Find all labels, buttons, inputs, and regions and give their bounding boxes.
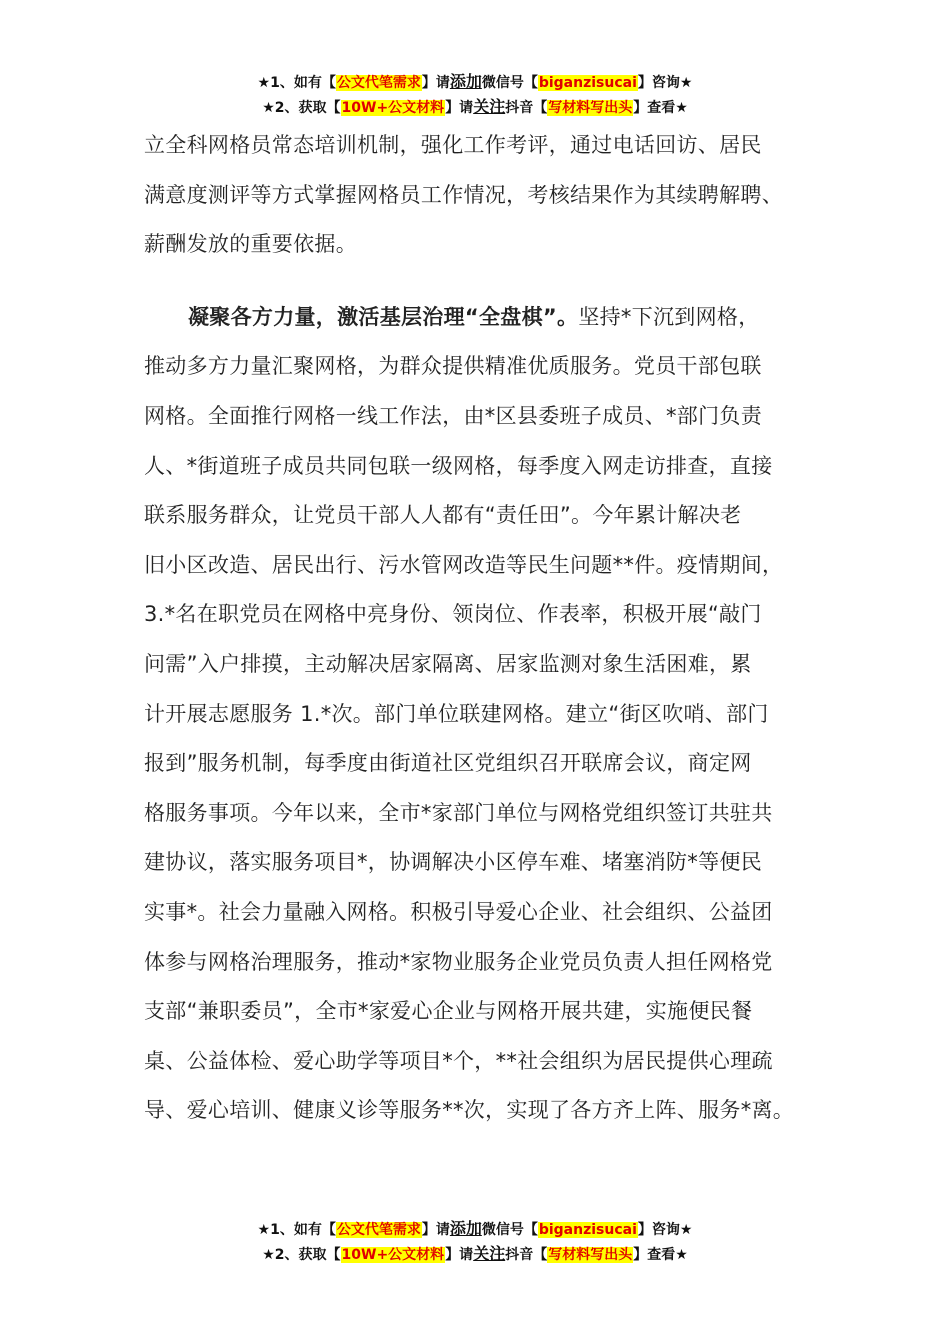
text-line: 推动多方力量汇聚网格，为群众提供精准优质服务。党员干部包联 [144,354,762,379]
footer-ad-2-highlight-douyin: 写材料写出头 [548,1247,633,1263]
paragraph-spacer [144,270,820,293]
header-ad-2-mid2: 抖音【 [505,100,548,116]
text-line: 立全科网格员常态培训机制，强化工作考评，通过电话回访、居民 [144,133,762,157]
header-ad-line-2 [0,95,950,120]
text-line: 3.*名在职党员在网格中亮身份、领岗位、作表率，积极开展“敲门 [144,602,762,627]
footer-ad-1-suffix: 】咨询★ [637,1222,693,1238]
header-ad-2-suffix: 】查看★ [633,100,688,116]
paragraph-lead-heading: 凝聚各方力量，激活基层治理“全盘棋”。 [188,304,579,329]
header-ad-line-1 [0,70,950,95]
document-body [144,121,820,1136]
footer-ad-2-mid2: 抖音【 [505,1247,548,1263]
footer-ad-2-highlight-materials: 10W+公文材料 [341,1247,445,1263]
header-ad-2-underlined: 关注 [473,97,506,116]
header-ad [0,70,950,120]
footer-ad-1-prefix: ★1、如有【 [257,1222,336,1238]
text-line: 支部“兼职委员”，全市*家爱心企业与网格开展共建，实施便民餐 [144,999,753,1024]
text-line: 人、*街道班子成员共同包联一级网格，每季度入网走访排查，直接 [144,453,773,478]
footer-ad-2-underlined: 关注 [473,1244,506,1263]
text-line: 薪酬发放的重要依据。 [144,232,357,257]
header-ad-2-prefix: ★2、获取【 [262,100,341,116]
header-ad-1-underlined: 添加 [449,72,482,91]
header-ad-1-highlight-service: 公文代笔需求 [336,75,421,91]
text-line [144,293,820,343]
header-ad-2-highlight-materials: 10W+公文材料 [341,100,445,116]
footer-ad-1-highlight-wechat: biganzisucai [538,1222,637,1238]
text-line: 联系服务群众，让党员干部人人都有“责任田”。今年累计解决老 [144,503,742,528]
footer-ad-line-1 [0,1217,950,1242]
text-line: 格服务事项。今年以来，全市*家部门单位与网格党组织签订共驻共 [144,800,773,825]
text-line: 问需”入户排摸，主动解决居家隔离、居家监测对象生活困难，累 [144,651,752,676]
footer-ad-2-mid1: 】请 [445,1247,474,1263]
footer-ad-1-underlined: 添加 [449,1219,482,1238]
paragraph-lead-rest: 坚持*下沉到网格， [578,304,760,329]
footer-ad-1-highlight-service: 公文代笔需求 [336,1222,421,1238]
text-line: 旧小区改造、居民出行、污水管网改造等民生问题**件。疫情期间， [144,552,784,577]
header-ad-2-highlight-douyin: 写材料写出头 [548,100,633,116]
paragraph-1 [144,121,820,270]
footer-ad [0,1217,950,1267]
footer-ad-2-prefix: ★2、获取【 [262,1247,341,1263]
header-ad-1-mid2: 微信号【 [481,75,538,91]
footer-ad-line-2 [0,1242,950,1267]
footer-ad-2-suffix: 】查看★ [633,1247,688,1263]
text-line: 网格。全面推行网格一线工作法，由*区县委班子成员、*部门负责 [144,403,762,428]
text-line: 满意度测评等方式掌握网格员工作情况，考核结果作为其续聘解聘、 [144,182,783,207]
header-ad-2-mid1: 】请 [445,100,474,116]
footer-ad-1-mid1: 】请 [421,1222,450,1238]
header-ad-1-mid1: 】请 [421,75,450,91]
header-ad-1-suffix: 】咨询★ [637,75,693,91]
header-ad-1-highlight-wechat: biganzisucai [538,75,637,91]
text-line: 计开展志愿服务 1.*次。部门单位联建网格。建立“街区吹哨、部门 [144,701,769,726]
text-line: 桌、公益体检、爱心助学等项目*个，**社会组织为居民提供心理疏 [144,1048,773,1073]
text-line: 建协议，落实服务项目*，协调解决小区停车难、堵塞消防*等便民 [144,850,762,875]
footer-ad-1-mid2: 微信号【 [481,1222,538,1238]
text-line: 导、爱心培训、健康义诊等服务**次，实现了各方齐上阵、服务*离。 [144,1098,795,1123]
header-ad-1-prefix: ★1、如有【 [257,75,336,91]
text-line: 体参与网格治理服务，推动*家物业服务企业党员负责人担任网格党 [144,949,773,974]
paragraph-2 [144,293,820,1136]
text-line: 实事*。社会力量融入网格。积极引导爱心企业、社会组织、公益团 [144,899,773,924]
text-line: 报到”服务机制，每季度由街道社区党组织召开联席会议，商定网 [144,751,752,776]
